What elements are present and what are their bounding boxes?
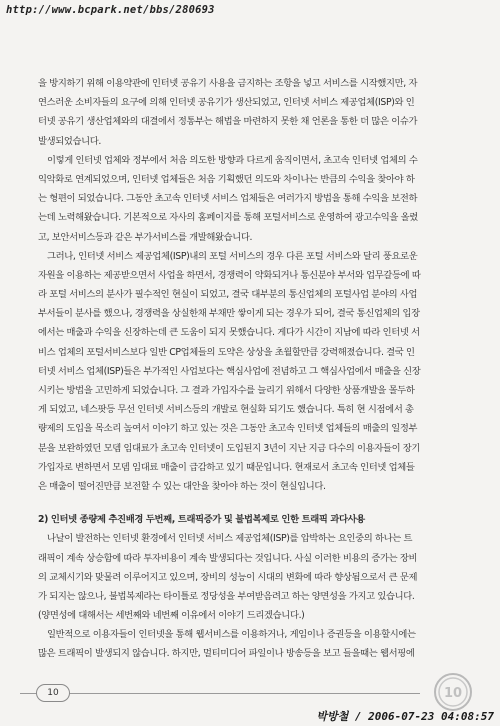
text-line: 라 포털 서비스의 분사가 필수적인 현실이 되었고, 결국 대부분의 통신업체의 포털사업 분야의 사업	[38, 289, 418, 301]
circular-10-emblem-icon	[433, 672, 473, 712]
text-line: 연스러운 소비자들의 요구에 의해 인터넷 공유기가 생산되었고, 인터넷 서비스 제공업체(ISP)와 인	[38, 97, 415, 109]
text-line: 발생되었습니다.	[38, 135, 102, 147]
text-line: 시키는 방법을 고민하게 되었습니다. 그 결과 가입자수를 늘리기 위해서 다양한 상품개발을 몰두하	[38, 385, 415, 396]
text-line: 는 형편이 되었습니다. 그동안 초고속 인터넷 서비스 업체들은 여러가지 방법을 통해 수익을 보전하	[38, 193, 418, 205]
text-line: 가 되지는 않으나, 불법복제라는 타이틀로 정당성을 부여받음려고 하는 양면성을 가지고 있습니다.	[38, 590, 415, 602]
text-line: 가입자로 변하면서 모뎀 임대료 매출이 급감하고 있기 때문입니다. 현재로서 초고속 인터넷 업체들	[38, 461, 415, 473]
text-line: 자원을 이용하는 제공받으면서 사업을 하면서, 경쟁력이 약화되거나 통신분야 부서와 업무갈등에 따	[38, 269, 421, 281]
text-line: 그러나, 인터넷 서비스 제공업체(ISP)내의 포털 서비스의 경우 다른 포털 서비스와 달리 풍요로운	[47, 250, 418, 262]
text-line: 량제의 도입을 목소리 높여서 이야기 하고 있는 것은 그동안 초고속 인터넷 업체들의 매출의 일정부	[38, 423, 418, 435]
text-line: 의 교체시기와 맞물려 이루어지고 있으며, 장비의 성능이 시대의 변화에 따라 향상됨으로서 큰 문제	[38, 571, 418, 583]
text-line: (양면성에 대해서는 세번째와 네번째 이유에서 이야기 드리겠습니다.)	[38, 610, 305, 622]
paragraph-4	[38, 529, 460, 625]
text-line: 익악화로 연계되었으며, 인터넷 업체들은 처음 기획했던 의도와 차이나는 반큼의 수익을 찾아야 하	[38, 173, 415, 185]
section-heading: 2) 인터넷 종량제 추진배경 두번째, 트래픽증가 및 불법복제로 인한 트래픽 과다사용	[38, 514, 365, 526]
text-line: 래픽이 계속 상승함에 따라 투자비용이 계속 발생되다는 것입니다. 사실 이러한 비용의 증가는 장비	[38, 552, 418, 564]
author-timestamp: 박방철 / 2006-07-23 04:08:57	[316, 710, 494, 723]
paragraph-2	[38, 151, 460, 247]
text-line: 일반적으로 이용자들이 인터넷을 통해 웹서비스를 이용하거나, 게임이나 증권등을 이용할시에는	[47, 629, 416, 641]
text-line: 나날이 발전하는 인터넷 환경에서 인터넷 서비스 제공업체(ISP)를 압박하는 요인중의 하나는 트	[47, 533, 413, 545]
text-line: 터넷 서비스 업체(ISP)들은 부가적인 사업보다는 핵심사업에 전념하고 그 핵심사업에서 매출을 신장	[38, 365, 421, 377]
footer-divider	[20, 693, 420, 694]
text-line: 많은 트래픽이 발생되지 않습니다. 하지만, 멀티미디어 파일이나 방송등을 보고 들을때는 웹서핑에	[38, 648, 415, 660]
text-line: 은 매출이 떨어진만큼 보전할 수 있는 대안을 찾아야 하는 것이 현실입니다.	[38, 480, 326, 492]
text-line: 부서들이 분사를 했으나, 경쟁력을 상실한채 부채만 쌓이게 되는 경우가 되어, 결국 통신업체의 입장	[38, 308, 420, 320]
text-line: 고, 보안서비스등과 같은 부가서비스를 개발해왔습니다.	[38, 231, 253, 243]
document-body	[38, 74, 460, 664]
text-line: 비스 업체의 포털서비스보다 일반 CP업체들의 도약은 상상을 초월할만큼 강력해졌습니다. 결국 인	[38, 346, 415, 358]
text-line: 터넷 공유기 생산업체와의 대결에서 정통부는 해법을 마련하지 못한 채 언론을 통한 더 많은 이슈가	[38, 116, 418, 128]
text-line: 분을 보완하였던 모뎀 임대료가 초고속 인터넷이 도입된지 3년이 지난 지금 다수의 이용자들이 장기	[38, 442, 421, 454]
text-line: 이렇게 인터넷 업체와 정부에서 처음 의도한 방향과 다르게 움직이면서, 초고속 인터넷 업체의 수	[47, 154, 418, 166]
page-number: 10	[36, 684, 70, 702]
paragraph-5	[38, 625, 460, 663]
text-line: 는데 노력해왔습니다. 기본적으로 자사의 홈페이지를 통해 포털서비스로 운영하여 광고수익을 올렸	[38, 212, 418, 224]
page-url: http://www.bcpark.net/bbs/280693	[6, 4, 215, 16]
text-line: 에서는 매출과 수익을 신장하는데 큰 도움이 되지 못했습니다. 게다가 시간이 지남에 따라 인터넷 서	[38, 327, 420, 339]
svg-text:10: 10	[443, 686, 463, 701]
text-line: 을 방지하기 위해 이용약관에 인터넷 공유기 사용을 금지하는 조항을 넣고 서비스를 시작했지만, 자	[38, 78, 418, 89]
paragraph-1	[38, 74, 460, 151]
text-line: 게 되었고, 네스팟등 무선 인터넷 서비스등의 개발로 현실화 되기도 했습니다. 특히 현 시점에서 총	[38, 404, 414, 416]
paragraph-3	[38, 247, 460, 496]
